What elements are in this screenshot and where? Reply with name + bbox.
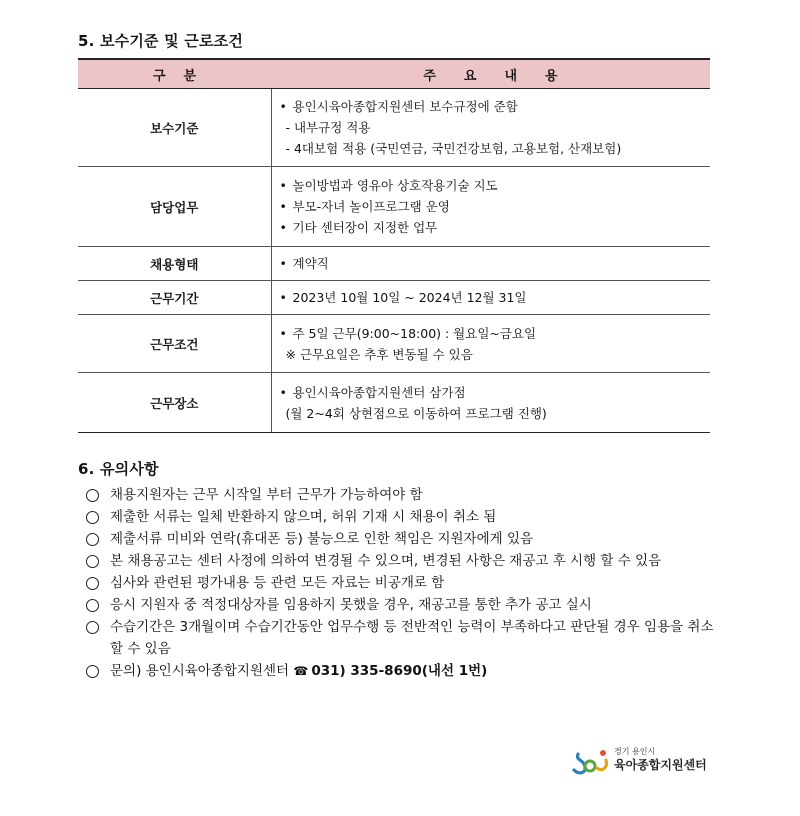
circle-bullet-icon <box>86 621 99 634</box>
phone-icon: ☎ <box>293 664 309 678</box>
header-category: 구분 <box>78 59 271 89</box>
notes-list <box>86 484 726 682</box>
row-label: 근무기간 <box>78 281 271 315</box>
conditions-table <box>78 58 710 433</box>
contact-text <box>110 660 726 682</box>
detail-line <box>280 138 711 159</box>
line-text: 용인시육아종합지원센터 보수규정에 준함 <box>292 99 518 114</box>
list-item <box>86 550 726 572</box>
row-content <box>271 167 710 247</box>
table-row <box>78 281 710 315</box>
row-content <box>271 281 710 315</box>
line-text: 2023년 10월 10일 ~ 2024년 12월 31일 <box>292 290 527 305</box>
line-text: (월 2~4회 상현점으로 이동하여 프로그램 진행) <box>285 405 547 421</box>
note-text: 제출서류 미비와 연락(휴대폰 등) 불능으로 인한 책임은 지원자에게 있음 <box>110 531 534 547</box>
bullet-line <box>280 175 711 196</box>
bullet-icon: • <box>279 178 287 193</box>
contact-prefix: 문의) 용인시육아종합지원센터 <box>110 663 290 679</box>
table-row <box>78 89 710 167</box>
line-text: - 4대보험 적용 (국민연금, 국민건강보험, 고용보험, 산재보험) <box>285 141 622 156</box>
row-label: 담당업무 <box>78 167 271 247</box>
circle-bullet-icon <box>86 489 99 502</box>
line-text: 계약직 <box>292 256 329 271</box>
line-text: 놀이방법과 영유아 상호작용기술 지도 <box>292 178 498 193</box>
bullet-icon: • <box>279 256 287 271</box>
bullet-line <box>280 196 711 217</box>
list-item <box>86 572 726 594</box>
line-text: 부모-자녀 놀이프로그램 운영 <box>292 199 450 214</box>
circle-bullet-icon <box>86 533 99 546</box>
table-row <box>78 373 710 433</box>
bullet-line <box>280 287 711 308</box>
note-text: 심사와 관련된 평가내용 등 관련 모든 자료는 비공개로 함 <box>110 575 445 591</box>
bullet-line <box>280 217 711 238</box>
bullet-icon: • <box>279 220 287 235</box>
table-row <box>78 315 710 373</box>
circle-bullet-icon <box>86 577 99 590</box>
row-label: 근무조건 <box>78 315 271 373</box>
bullet-icon: • <box>279 99 287 114</box>
logo-mark-icon <box>570 746 612 776</box>
row-label: 근무장소 <box>78 373 271 433</box>
bullet-line <box>280 253 711 274</box>
row-content <box>271 373 710 433</box>
row-label: 채용형태 <box>78 247 271 281</box>
circle-bullet-icon <box>86 511 99 524</box>
line-text: - 내부규정 적용 <box>285 120 371 135</box>
bullet-line <box>280 382 711 403</box>
detail-line <box>280 344 711 365</box>
row-content <box>271 315 710 373</box>
circle-bullet-icon <box>86 555 99 568</box>
detail-line <box>280 403 711 424</box>
header-content: 주요내용 <box>271 59 710 89</box>
bullet-line <box>280 96 711 117</box>
line-text: 기타 센터장이 지정한 업무 <box>292 220 438 235</box>
circle-bullet-icon <box>86 665 99 678</box>
table-header-row <box>78 59 710 89</box>
list-item <box>86 616 726 660</box>
note-text: 응시 지원자 중 적정대상자를 임용하지 못했을 경우, 재공고를 통한 추가 공고 실시 <box>110 597 592 613</box>
table-row <box>78 167 710 247</box>
line-text: 주 5일 근무(9:00~18:00) : 월요일~금요일 <box>292 325 537 341</box>
bullet-line <box>280 323 711 344</box>
bullet-icon: • <box>279 325 287 341</box>
bullet-icon: • <box>279 199 287 214</box>
note-text: 채용지원자는 근무 시작일 부터 근무가 가능하여야 함 <box>110 487 423 503</box>
note-text: 제출한 서류는 일체 반환하지 않으며, 허위 기재 시 채용이 취소 됨 <box>110 509 497 525</box>
line-text: ※ 근무요일은 추후 변동될 수 있음 <box>285 346 473 362</box>
note-text: 수습기간은 3개월이며 수습기간동안 업무수행 등 전반적인 능력이 부족하다고 판단될 경우 임용을 취소할 수 있음 <box>110 619 714 657</box>
center-logo <box>570 746 720 776</box>
list-item <box>86 484 726 506</box>
detail-line <box>280 117 711 138</box>
row-content <box>271 89 710 167</box>
section-title-notes: 6. 유의사항 <box>78 460 159 478</box>
logo-city-text: 경기 용인시 <box>614 747 656 756</box>
logo-center-name: 육아종합지원센터 <box>614 758 707 772</box>
line-text: 용인시육아종합지원센터 삼가점 <box>292 384 466 400</box>
row-label: 보수기준 <box>78 89 271 167</box>
list-item <box>86 528 726 550</box>
contact-phone: 031) 335-8690(내선 1번) <box>311 663 488 679</box>
list-item <box>86 506 726 528</box>
section-title-salary: 5. 보수기준 및 근로조건 <box>78 32 244 50</box>
circle-bullet-icon <box>86 599 99 612</box>
bullet-icon: • <box>279 290 287 305</box>
contact-item <box>86 660 726 682</box>
bullet-icon: • <box>279 384 287 400</box>
note-text: 본 채용공고는 센터 사정에 의하여 변경될 수 있으며, 변경된 사항은 재공고 후 시행 할 수 있음 <box>110 553 662 569</box>
list-item <box>86 594 726 616</box>
row-content <box>271 247 710 281</box>
table-row <box>78 247 710 281</box>
